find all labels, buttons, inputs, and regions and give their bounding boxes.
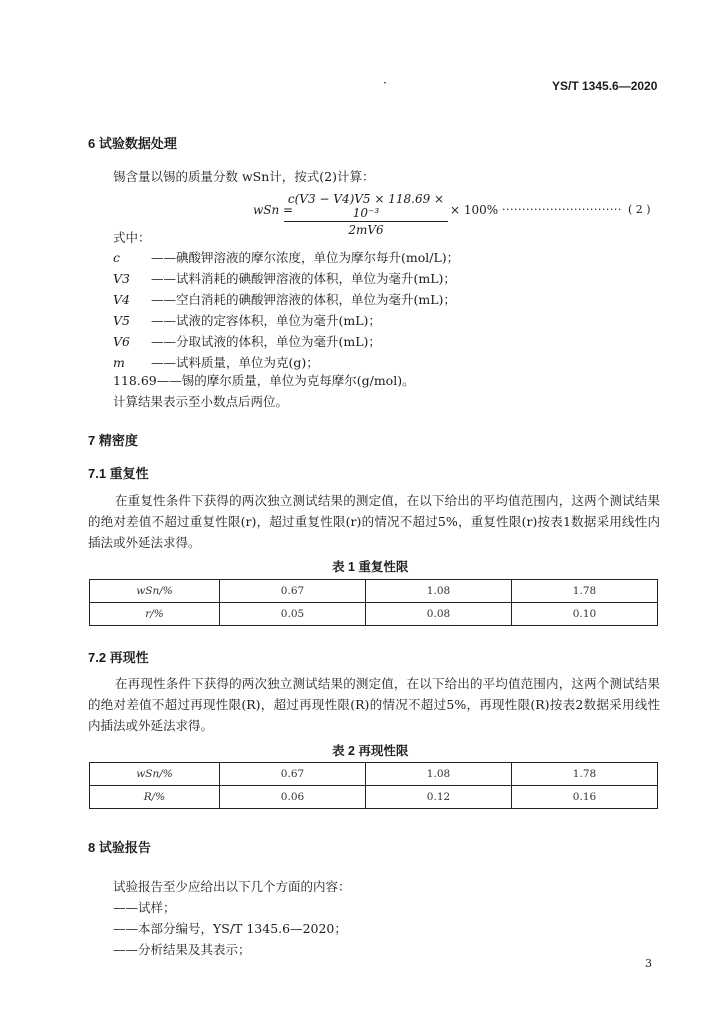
formula-leader: ······························ (502, 203, 622, 216)
table-cell: 0.08 (366, 603, 512, 626)
list-item: ——分析结果及其表示； (113, 942, 251, 957)
table-cell: 0.12 (366, 786, 512, 809)
definition-c: c ——碘酸钾溶液的摩尔浓度，单位为摩尔每升(mol/L)； (113, 250, 460, 265)
formula-denominator: 2mV6 (348, 223, 384, 237)
table-1-caption: 表 1 重复性限 (332, 560, 409, 574)
page-number: 3 (645, 957, 652, 970)
formula-numerator: c(V3 − V4)V5 × 118.69 × 10⁻³ (284, 192, 448, 222)
table-cell-label: R/% (90, 786, 220, 809)
formula-tail: × 100% (450, 203, 499, 217)
table-cell: 0.10 (512, 603, 658, 626)
section-6-heading: 6 试验数据处理 (88, 136, 177, 151)
molar-mass-line: 118.69——锡的摩尔质量，单位为克每摩尔(g/mol)。 (113, 373, 415, 388)
equation-number: ( 2 ) (628, 203, 651, 216)
section-7-1-paragraph: 在重复性条件下获得的两次独立测试结果的测定值，在以下给出的平均值范围内，这两个测试结果的绝对差值不超过重复性限(r)，超过重复性限(r)的情况不超过5%，重复性限(r)按表1数据采用线性内插法或外延法求得。 (88, 493, 660, 550)
table-cell: 0.16 (512, 786, 658, 809)
table-cell: 0.06 (220, 786, 366, 809)
table-cell: 0.67 (220, 580, 366, 603)
definition-v3: V3 ——试料消耗的碘酸钾溶液的体积，单位为毫升(mL)； (113, 271, 456, 286)
section-7-2-heading: 7.2 再现性 (88, 650, 149, 665)
table-cell: 1.08 (366, 763, 512, 786)
formula-lhs: wSn = (253, 203, 294, 217)
section-7-heading: 7 精密度 (88, 433, 138, 448)
table-cell: 0.05 (220, 603, 366, 626)
table-cell: 0.67 (220, 763, 366, 786)
table-cell: 1.78 (512, 763, 658, 786)
table-row (90, 580, 658, 603)
rounding-note: 计算结果表示至小数点后两位。 (113, 394, 289, 409)
section-6-intro: 锡含量以锡的质量分数 wSn计，按式(2)计算： (113, 169, 375, 184)
header-dot: · (383, 76, 387, 90)
table-cell: 1.78 (512, 580, 658, 603)
table-2 (89, 762, 658, 809)
table-cell-label: r/% (90, 603, 220, 626)
table-cell: 1.08 (366, 580, 512, 603)
where-label: 式中： (113, 230, 151, 245)
list-item: ——本部分编号，YS/T 1345.6—2020； (113, 921, 347, 936)
section-7-2-paragraph: 在再现性条件下获得的两次独立测试结果的测定值，在以下给出的平均值范围内，这两个测试结果的绝对差值不超过再现性限(R)，超过再现性限(R)的情况不超过5%，再现性限(R)按表2数据采用线性内插法或外延法求得。 (88, 676, 660, 733)
definition-v6: V6 ——分取试液的体积，单位为毫升(mL)； (113, 334, 381, 349)
definition-v5: V5 ——试液的定容体积，单位为毫升(mL)； (113, 313, 381, 328)
table-row (90, 786, 658, 809)
definition-m: m ——试料质量，单位为克(g)； (113, 355, 319, 370)
standard-number: YS/T 1345.6—2020 (552, 79, 658, 93)
table-cell-label: wSn/% (90, 763, 220, 786)
list-item: ——试样； (113, 900, 176, 915)
definition-v4: V4 ——空白消耗的碘酸钾溶液的体积，单位为毫升(mL)； (113, 292, 456, 307)
table-2-caption: 表 2 再现性限 (332, 744, 409, 758)
section-8-heading: 8 试验报告 (88, 840, 151, 855)
table-1 (89, 579, 658, 626)
section-8-intro: 试验报告至少应给出以下几个方面的内容： (113, 879, 351, 894)
section-7-1-heading: 7.1 重复性 (88, 466, 149, 481)
formula-fraction (284, 192, 448, 237)
table-row (90, 763, 658, 786)
table-cell-label: wSn/% (90, 580, 220, 603)
table-row (90, 603, 658, 626)
